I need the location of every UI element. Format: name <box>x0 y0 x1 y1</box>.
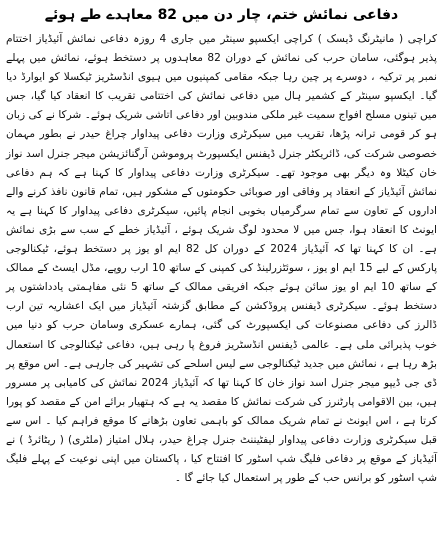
article-headline: دفاعی نمائش ختم، چار دن میں 82 معاہدے طے ہوئے <box>44 7 399 23</box>
article-body: کراچی ( مانیٹرنگ ڈیسک ) کراچی ایکسپو سینٹر میں جاری 4 روزہ دفاعی نمائش آئیڈیاز اختتام پذیر ہوگئی، سامان حرب کی نمائش کے دوران 82 معاہدوں پر دستخط ہوئے، نمائش میں پہلے نمبر پر ترکیہ ، دوسرے پر چین رہا جبکہ مقامی کمپنیوں میں ہیوی انڈسٹریز ٹیکسلا کو ایوارڈ دیا گیا۔ ایکسپو سینٹر کے کشمیر ہال میں دفاعی نمائش کی اختتامی تقریب کا انعقاد کیا گیا، جس میں تینوں مسلح افواج سمیت غیر ملکی مندوبین اور دفاعی اتاشی شریک ہوئے۔ شرکا نے کی زبان ہو کر قومی ترانہ پڑھا، تقریب میں سیکرٹری وزارت دفاعی پیداوار چراغ حیدر نے بطور مہمان خصوصی شرکت کی، ڈائریکٹر جنرل ڈیفنس ایکسپورٹ پروموشن آرگنائزیشن میجر جنرل اسد نواز خان کیٹلا وہ دیگر بھی موجود تھے۔ سیکرٹری وزارت دفاعی پیداوار کا کہنا ہے کہ ہم دفاعی نمائش آئیڈیاز کے انعقاد پر وفاقی اور صوبائی حکومتوں کے مشکور ہیں، تمام قانون نافذ کرنے والے اداروں کے تعاون سے تمام سرگرمیاں بخوبی انجام پائیں، سیکرٹری دفاعی پیداوار کا کہنا ہے یہ ایونٹ کا انعقاد ہوا، جس میں لا محدود لوگ شریک ہوئے ، آئیڈیاز خطے کے سب سے بڑی نمائش ہے۔ ان کا کہنا تھا کہ آئیڈیاز 2024 کے دوران کل 82 ایم او یوز پر دستخط ہوئے، ٹیکنالوجی پارکس کے لیے 15 ایم او یوز ، سوئٹزرلینڈ کی کمپنی کے ساتھ 10 ارب روپے، مڈل ایسٹ کے ممالک کے ساتھ 10 ایم او یوز سائن ہوئے جبکہ افریقی ممالک کے ساتھ 5 نئی مفاہمتی یادداشتوں پر دستخط ہوئے۔ سیکرٹری ڈیفنس پروڈکشن کے مطابق گزشتہ آئیڈیاز میں ایک اعشاریہ تین ارب ڈالرز کی دفاعی مصنوعات کی ایکسپورٹ کی گئی، ہمارے عسکری وسامان حرب کو دنیا میں خوب پذیرائی ملی ہے۔ عالمی ڈیفنس انڈسٹریز فروغ پا رہی ہیں، دفاعی ٹیکنالوجی کا استعمال بڑھ رہا ہے ، نمائش میں جدید ٹیکنالوجی سے لیس اسلحے کی تشہیر کی جارہی ہے۔ اس موقع پر ڈی جی ڈیپو میجر جنرل اسد نواز خان کا کہنا تھا کہ آئیڈیاز 2024 نمائش کی کامیابی پر مسرور ہیں، بین الاقوامی پارٹنرز کی شرکت نمائش کا مقصد یہ ہے کہ ہتھیار برائے امن کے مقصد کو پورا کرتا ہے ، اس ایونٹ نے تمام شریک ممالک کو باہمی تعاون بڑھانے کا موقع فراہم کیا ۔ اس سے قبل سیکرٹری وزارت دفاعی پیداوار لیفٹیننٹ جنرل چراغ حیدر، ہلال امتیاز (ملٹری) ( ریٹائرڈ ) نے آئیڈیاز کے موقع پر دفاعی فلیگ شپ اسٹور کا افتتاح کیا ، پاکستان میں اپنی نوعیت کے پہلے فلیگ شپ اسٹور کو برانس حب کے طور پر استعمال کیا جائے گا ۔ <box>6 33 438 485</box>
